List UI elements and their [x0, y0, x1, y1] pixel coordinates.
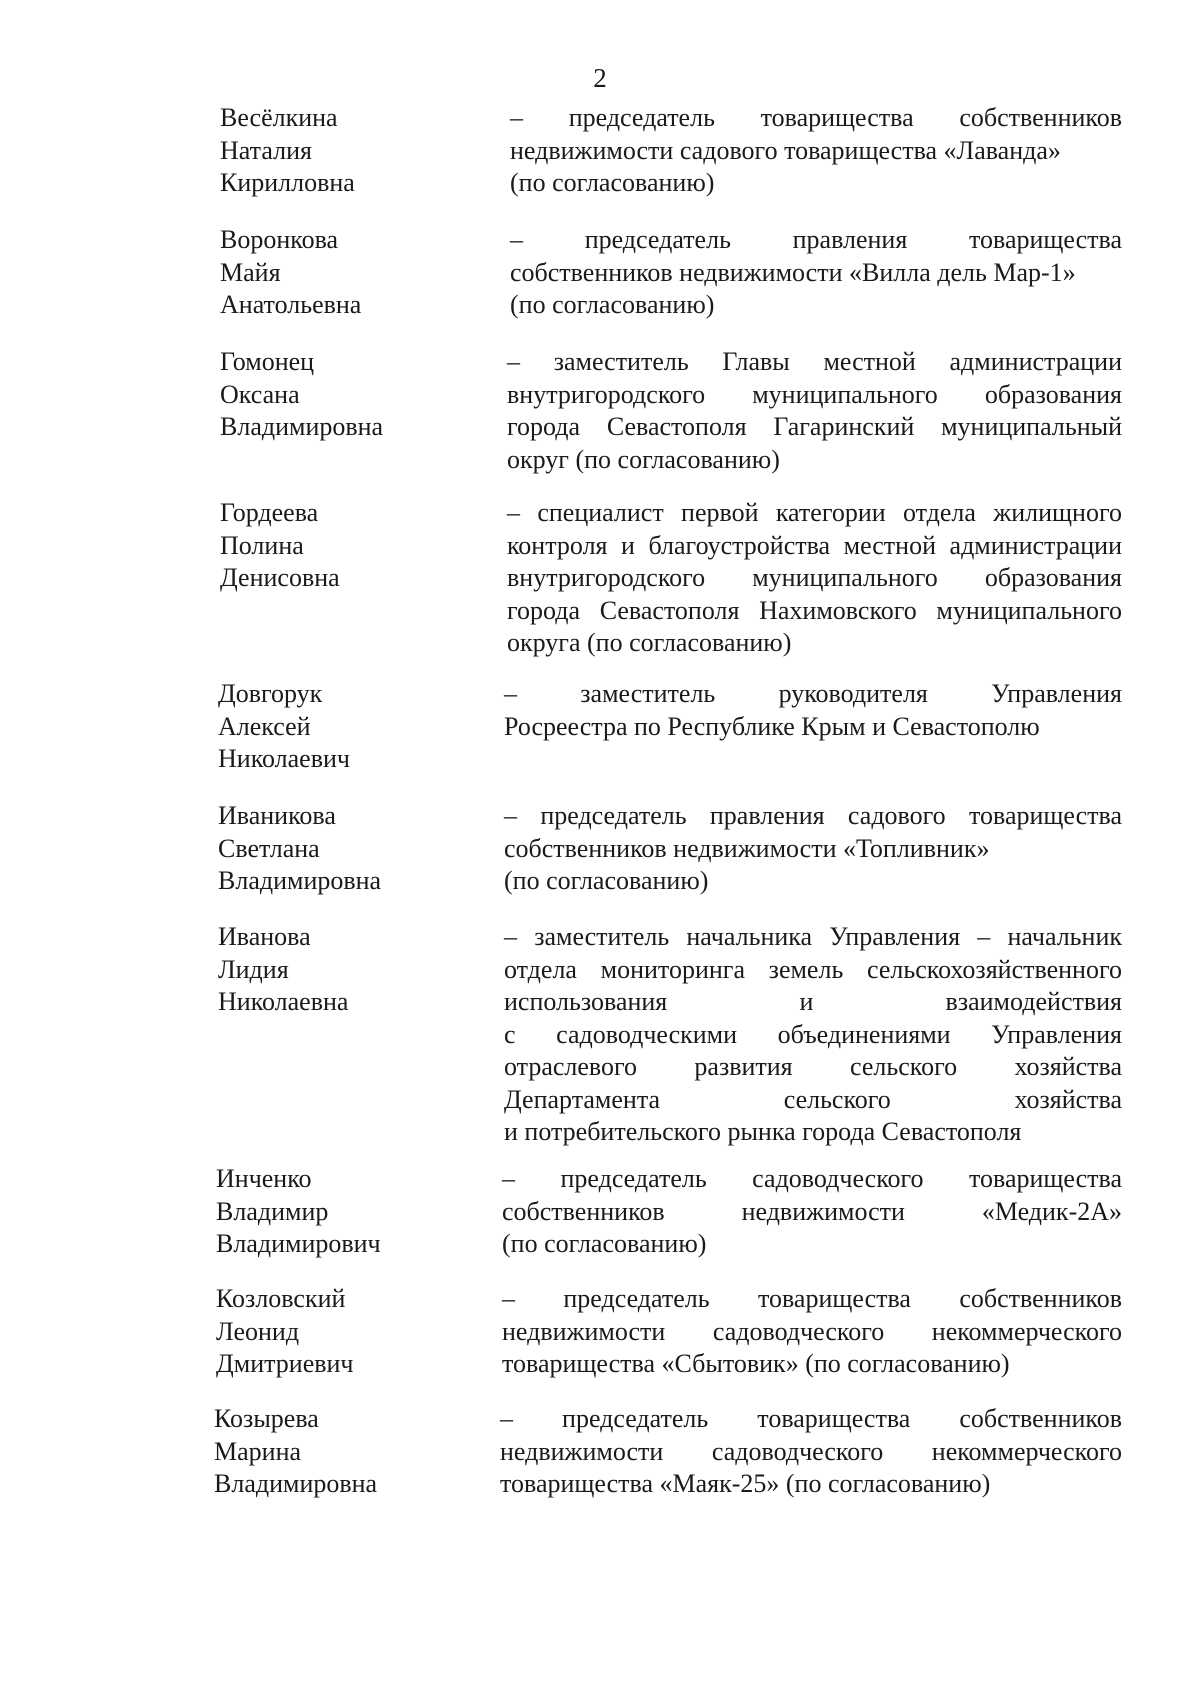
member-role-line: Росреестра по Республике Крым и Севастополю [504, 711, 1040, 741]
member-name-line: Анатольевна [220, 290, 362, 319]
member-name-line: Леонид [216, 1316, 300, 1346]
member-role-line: округа (по согласованию) [507, 628, 792, 657]
member-role-line: использования и взаимодействия [504, 987, 1122, 1016]
member-name-line: Лидия [218, 954, 289, 984]
member-role-line: – председатель товарищества собственников [502, 1284, 1122, 1313]
member-name [220, 224, 480, 322]
member-role-line: собственников недвижимости «Медик-2А» [502, 1196, 1122, 1226]
member-name-line: Алексей [218, 711, 311, 741]
member-name-line: Полина [220, 530, 304, 560]
member-name-line: Владимировна [220, 412, 384, 441]
member-role-line: собственников недвижимости «Вилла дель Мар-1» [510, 257, 1076, 287]
member-role-line: – председатель правления товарищества [510, 225, 1122, 254]
member-role-line: (по согласованию) [504, 866, 709, 895]
member-name-line: Денисовна [220, 563, 340, 592]
member-role-line: – заместитель Главы местной администрации [507, 347, 1122, 376]
member-role-line: Департамента сельского хозяйства [504, 1084, 1122, 1114]
member-role [504, 800, 1122, 898]
member-role [502, 1163, 1122, 1261]
member-role-line: недвижимости садоводческого некоммерческого [502, 1316, 1122, 1346]
member-name [214, 1403, 474, 1501]
member-role-line: – заместитель начальника Управления – начальник [504, 922, 1122, 951]
member-name-line: Кирилловна [220, 168, 355, 197]
member-role-line: города Севастополя Нахимовского муниципального [507, 595, 1122, 625]
member-role-line: округ (по согласованию) [507, 444, 780, 474]
member-role [500, 1403, 1122, 1501]
member-role-line: – заместитель руководителя Управления [504, 679, 1122, 708]
member-name-line: Владимировна [214, 1469, 378, 1498]
member-role-line: отдела мониторинга земель сельскохозяйственного [504, 954, 1122, 984]
member-role-line: внутригородского муниципального образования [507, 563, 1122, 592]
member-name-line: Дмитриевич [216, 1349, 354, 1378]
member-role-line: собственников недвижимости «Топливник» [504, 833, 990, 863]
member-name [220, 102, 480, 200]
member-role-line: – специалист первой категории отдела жилищного [507, 498, 1122, 527]
member-name [220, 346, 480, 444]
member-name-line: Иваникова [218, 801, 336, 830]
member-role [504, 921, 1122, 1149]
member-role-line: товарищества «Маяк-25» (по согласованию) [500, 1469, 991, 1498]
member-role-line: (по согласованию) [510, 168, 715, 197]
member-role-line: недвижимости садоводческого некоммерческого [500, 1436, 1122, 1466]
member-name-line: Владимировна [218, 866, 382, 895]
member-role-line: отраслевого развития сельского хозяйства [504, 1052, 1122, 1081]
member-name-line: Козловский [216, 1284, 346, 1313]
member-name [218, 678, 478, 776]
member-role-line: контроля и благоустройства местной администрации [507, 530, 1122, 560]
member-role [507, 497, 1122, 660]
member-role-line: – председатель товарищества собственников [500, 1404, 1122, 1433]
member-name [218, 921, 478, 1019]
member-role-line: (по согласованию) [502, 1229, 707, 1258]
member-name-line: Воронкова [220, 225, 339, 254]
member-name-line: Инченко [216, 1164, 312, 1193]
member-name-line: Николаевна [218, 987, 349, 1016]
member-name-line: Майя [220, 257, 281, 287]
member-name-line: Весёлкина [220, 103, 338, 132]
member-name-line: Владимир [216, 1196, 329, 1226]
page-number: 2 [593, 63, 607, 93]
member-role-line: – председатель товарищества собственников [510, 103, 1122, 132]
member-name-line: Гомонец [220, 347, 315, 376]
member-name [220, 497, 480, 595]
member-role-line: недвижимости садового товарищества «Лаванда» [510, 135, 1061, 165]
member-name-line: Марина [214, 1436, 302, 1466]
member-name [216, 1283, 476, 1381]
member-role [507, 346, 1122, 476]
member-role-line: внутригородского муниципального образования [507, 379, 1122, 409]
member-role-line: (по согласованию) [510, 290, 715, 319]
member-name-line: Гордеева [220, 498, 319, 527]
member-name-line: Козырева [214, 1404, 319, 1433]
member-name-line: Светлана [218, 833, 320, 863]
member-role-line: и потребительского рынка города Севастополя [504, 1117, 1022, 1146]
member-name-line: Наталия [220, 135, 312, 165]
member-name-line: Николаевич [218, 744, 350, 773]
member-role-line: с садоводческими объединениями Управления [504, 1019, 1122, 1049]
member-role-line: города Севастополя Гагаринский муниципальный [507, 412, 1122, 441]
member-role-line: – председатель садоводческого товарищества [502, 1164, 1122, 1193]
member-role [510, 102, 1122, 200]
member-role [510, 224, 1122, 322]
member-role-line: – председатель правления садового товарищества [504, 801, 1122, 830]
member-role-line: товарищества «Сбытовик» (по согласованию) [502, 1349, 1010, 1378]
member-name [216, 1163, 476, 1261]
member-name-line: Владимирович [216, 1229, 381, 1258]
member-name-line: Оксана [220, 379, 300, 409]
member-role [502, 1283, 1122, 1381]
member-name-line: Довгорук [218, 679, 323, 708]
member-role [504, 678, 1122, 743]
member-name [218, 800, 478, 898]
member-name-line: Иванова [218, 922, 311, 951]
